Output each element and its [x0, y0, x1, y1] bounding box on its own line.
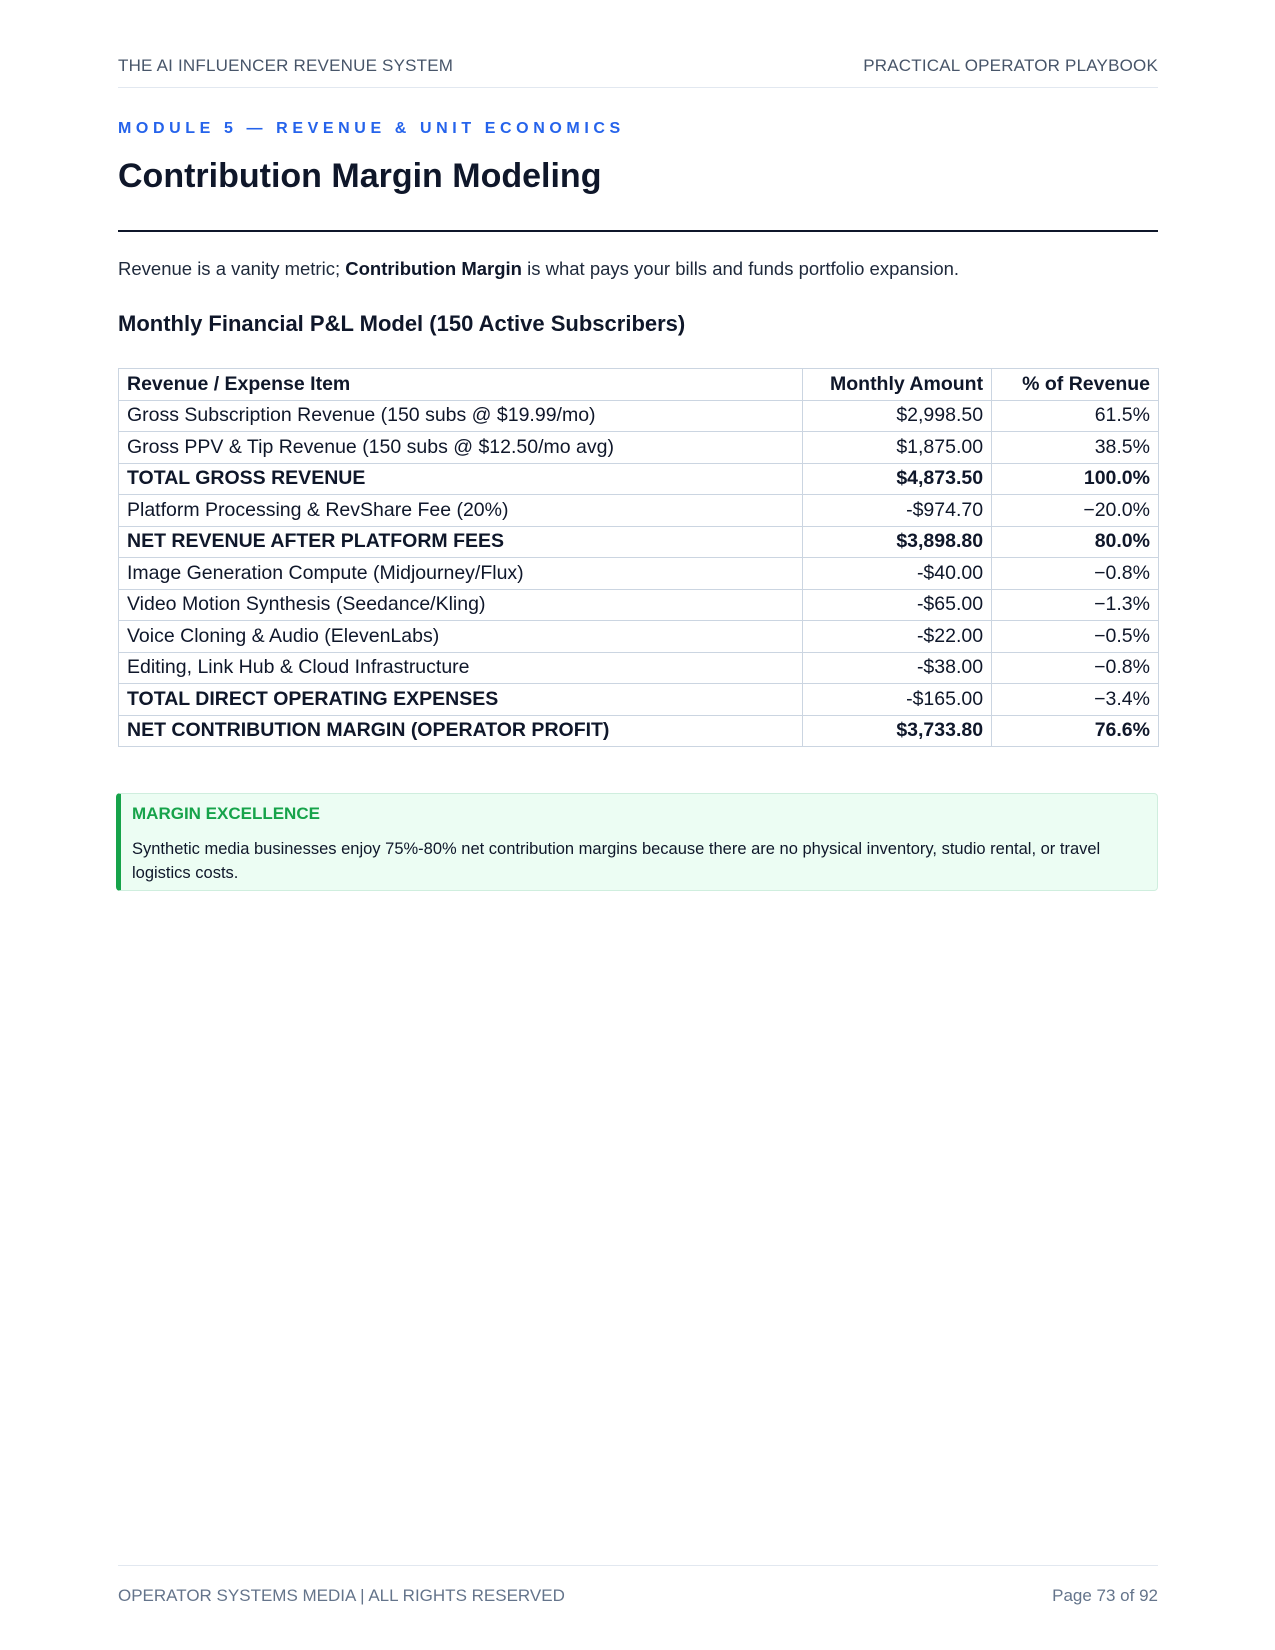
table-header-row — [119, 369, 1159, 401]
row-percent-cell: 80.0% — [992, 526, 1159, 558]
table-row — [119, 526, 1159, 558]
row-percent-cell: −20.0% — [992, 495, 1159, 527]
table-row — [119, 495, 1159, 527]
page-title: Contribution Margin Modeling — [118, 157, 602, 195]
header-book-title: THE AI INFLUENCER REVENUE SYSTEM — [118, 56, 454, 75]
row-percent-cell: −3.4% — [992, 684, 1159, 716]
row-item-cell: Video Motion Synthesis (Seedance/Kling) — [119, 589, 803, 621]
row-item-cell: Platform Processing & RevShare Fee (20%) — [119, 495, 803, 527]
row-percent-cell: −0.8% — [992, 652, 1159, 684]
table-row — [119, 400, 1159, 432]
row-item-cell: Gross Subscription Revenue (150 subs @ $19.99/mo) — [119, 400, 803, 432]
running-footer — [118, 1565, 1158, 1606]
table-row — [119, 432, 1159, 464]
row-amount-cell: $4,873.50 — [803, 463, 992, 495]
intro-text-bold: Contribution Margin — [345, 258, 522, 279]
row-item-cell: Gross PPV & Tip Revenue (150 subs @ $12.50/mo avg) — [119, 432, 803, 464]
column-header-item: Revenue / Expense Item — [119, 369, 803, 401]
row-amount-cell: $2,998.50 — [803, 400, 992, 432]
page-number: Page 73 of 92 — [1052, 1586, 1158, 1605]
running-header — [118, 56, 1158, 88]
row-item-cell: NET CONTRIBUTION MARGIN (OPERATOR PROFIT) — [119, 715, 803, 747]
table-row — [119, 558, 1159, 590]
row-amount-cell: $1,875.00 — [803, 432, 992, 464]
intro-text-before: Revenue is a vanity metric; — [118, 258, 346, 279]
row-amount-cell: -$974.70 — [803, 495, 992, 527]
table-row — [119, 589, 1159, 621]
intro-paragraph — [118, 258, 1158, 280]
margin-callout — [116, 793, 1158, 891]
row-item-cell: Editing, Link Hub & Cloud Infrastructure — [119, 652, 803, 684]
row-item-cell: TOTAL DIRECT OPERATING EXPENSES — [119, 684, 803, 716]
row-percent-cell: 76.6% — [992, 715, 1159, 747]
row-percent-cell: −1.3% — [992, 589, 1159, 621]
callout-text: Synthetic media businesses enjoy 75%-80% net contribution margins because there are no physical inventory, studio rental, or travel logistics costs. — [132, 840, 1101, 882]
intro-text-after: is what pays your bills and funds portfolio expansion. — [521, 258, 960, 279]
row-amount-cell: -$165.00 — [803, 684, 992, 716]
footer-copyright: OPERATOR SYSTEMS MEDIA | ALL RIGHTS RESERVED — [118, 1586, 565, 1605]
row-amount-cell: $3,733.80 — [803, 715, 992, 747]
row-percent-cell: −0.5% — [992, 621, 1159, 653]
row-amount-cell: -$65.00 — [803, 589, 992, 621]
row-percent-cell: −0.8% — [992, 558, 1159, 590]
table-row — [119, 684, 1159, 716]
table-row — [119, 715, 1159, 747]
module-label: MODULE 5 — REVENUE & UNIT ECONOMICS — [118, 120, 625, 137]
row-percent-cell: 61.5% — [992, 400, 1159, 432]
row-amount-cell: $3,898.80 — [803, 526, 992, 558]
row-amount-cell: -$40.00 — [803, 558, 992, 590]
row-percent-cell: 100.0% — [992, 463, 1159, 495]
table-row — [119, 652, 1159, 684]
column-header-amount: Monthly Amount — [803, 369, 992, 401]
pl-table — [118, 368, 1159, 747]
row-amount-cell: -$22.00 — [803, 621, 992, 653]
header-series-title: PRACTICAL OPERATOR PLAYBOOK — [863, 56, 1158, 75]
row-item-cell: TOTAL GROSS REVENUE — [119, 463, 803, 495]
row-item-cell: NET REVENUE AFTER PLATFORM FEES — [119, 526, 803, 558]
table-row — [119, 621, 1159, 653]
title-divider — [118, 230, 1158, 232]
callout-title: MARGIN EXCELLENCE — [132, 804, 320, 823]
row-item-cell: Image Generation Compute (Midjourney/Flux) — [119, 558, 803, 590]
row-amount-cell: -$38.00 — [803, 652, 992, 684]
table-body — [119, 400, 1159, 747]
row-percent-cell: 38.5% — [992, 432, 1159, 464]
section-title: Monthly Financial P&L Model (150 Active Subscribers) — [118, 311, 686, 336]
document-page — [118, 0, 1158, 1650]
column-header-percent: % of Revenue — [992, 369, 1159, 401]
row-item-cell: Voice Cloning & Audio (ElevenLabs) — [119, 621, 803, 653]
table-row — [119, 463, 1159, 495]
